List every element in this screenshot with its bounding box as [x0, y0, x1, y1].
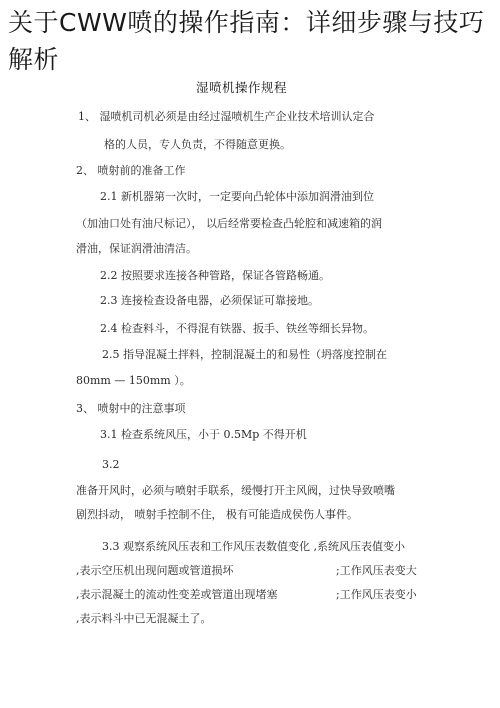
document-image — [0, 72, 500, 708]
clause-3-3-line-2: ,表示空压机出现问题或管道损坏 — [76, 564, 234, 577]
clause-3-3-line-3-right: ;工作风压表变小 — [336, 588, 417, 601]
clause-3-2-line-2: 剧烈抖动， 喷射手控制不住， 极有可能造成侯伤人事件。 — [76, 508, 358, 521]
clause-2-2: 2.2 按照要求连接各种管路，保证各管路畅通。 — [100, 269, 330, 282]
clause-2-5-line-2: 80mm — 150mm ）。 — [76, 374, 191, 387]
clause-3-3-line-1: 3.3 观察系统风压表和工作风压表数值变化 ,系统风压表值变小 — [102, 540, 405, 553]
clause-1-line-2: 格的人员，专人负责，不得随意更换。 — [104, 138, 291, 151]
section-2-heading: 2、 喷射前的准备工作 — [76, 164, 186, 177]
clause-2-1-line-3: 滑油，保证润滑油清洁。 — [76, 242, 197, 255]
clause-1-line-1: 1、 湿喷机司机必须是由经过湿喷机生产企业技术培训认定合 — [78, 110, 375, 123]
clause-3-2-number: 3.2 — [102, 458, 120, 471]
clause-3-3-line-3: ,表示混凝土的流动性变差或管道出现堵塞 — [76, 588, 278, 601]
clause-2-3: 2.3 连接检查设备电器，必须保证可靠接地。 — [100, 294, 319, 307]
clause-2-1-line-2: （加油口处有油尺标记）， 以后经常要检查凸轮腔和减速箱的润 — [76, 217, 382, 230]
clause-3-3-line-2-right: ;工作风压表变大 — [336, 564, 417, 577]
clause-3-1: 3.1 检查系统风压，小于 0.5Mp 不得开机 — [100, 428, 307, 441]
clause-2-5-line-1: 2.5 指导混凝土拌料，控制混凝土的和易性（坍落度控制在 — [102, 348, 387, 361]
document-heading: 湿喷机操作规程 — [196, 80, 288, 95]
clause-3-2-line-1: 准备开风时，必须与喷射手联系，缓慢打开主风阀，过快导致喷嘴 — [76, 484, 395, 497]
clause-2-1-line-1: 2.1 新机器第一次时，一定要向凸轮体中添加润滑油到位 — [100, 190, 374, 203]
clause-2-4: 2.4 检查料斗，不得混有铁器、扳手、铁丝等细长异物。 — [100, 322, 374, 335]
page-title: 关于CWW喷的操作指南：详细步骤与技巧解析 — [8, 8, 485, 74]
section-3-heading: 3、 喷射中的注意事项 — [76, 402, 186, 415]
clause-3-3-line-4: ,表示料斗中已无混凝土了。 — [76, 612, 212, 625]
